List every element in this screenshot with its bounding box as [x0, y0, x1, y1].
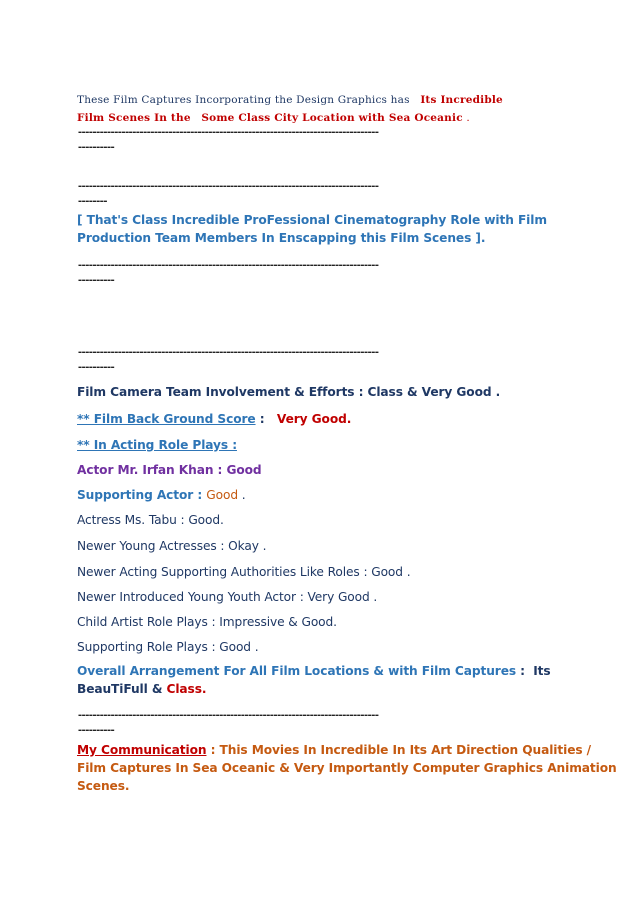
separator-tail: ---------- [77, 725, 114, 736]
overall-arrangement-label: Overall Arrangement For All Film Locations & with Film Captures [77, 664, 517, 678]
communication-text-1: : This Movies In Incredible In Its Art Direction Qualities / [206, 743, 592, 757]
newer-authorities-rating: Newer Acting Supporting Authorities Like Roles : Good . [77, 565, 411, 579]
communication-label: My Communication [77, 743, 207, 757]
intro-text-part-1: These Film Captures Incorporating the Design Graphics has [77, 94, 410, 106]
acting-section-heading: ** In Acting Role Plays : [77, 438, 237, 452]
overall-arrangement-colon: : [516, 664, 534, 678]
communication-line-3: Scenes. [77, 779, 130, 793]
intro-text-highlight-1: Its Incredible [420, 94, 503, 106]
supporting-actor-end: . [237, 488, 246, 502]
child-artist-rating: Child Artist Role Plays : Impressive & Good. [77, 615, 337, 629]
background-score-rating [77, 412, 351, 426]
intro-text-highlight-2: Some Class City Location with Sea Oceanic [201, 112, 463, 124]
camera-team-rating: Film Camera Team Involvement & Efforts : Class & Very Good . [77, 385, 501, 399]
intro-text-end: . [462, 112, 470, 124]
newer-actresses-rating: Newer Young Actresses : Okay . [77, 539, 267, 553]
separator-tail: -------- [77, 196, 106, 207]
background-score-colon: : [255, 412, 277, 426]
supporting-actor-label: Supporting Actor : [77, 488, 207, 502]
separator-line: ----------------------------------------------------------------------------------- [77, 710, 378, 721]
separator-tail: ---------- [77, 362, 114, 373]
communication-line-1 [77, 743, 591, 757]
separator-line: ----------------------------------------------------------------------------------- [77, 260, 378, 271]
intro-line-1 [77, 94, 503, 106]
intro-line-2 [77, 112, 470, 124]
actor-rating: Actor Mr. Irfan Khan : Good [77, 463, 262, 477]
supporting-roles-rating: Supporting Role Plays : Good . [77, 640, 259, 654]
overall-arrangement-line-2 [77, 682, 206, 696]
supporting-actor-rating [77, 488, 246, 502]
role-statement-line-1: [ That's Class Incredible ProFessional Cinematography Role with Film [77, 213, 547, 227]
overall-arrangement-its: Its [533, 664, 551, 678]
role-statement-line-2: Production Team Members In Enscapping this Film Scenes ]. [77, 231, 486, 245]
separator-tail: ---------- [77, 275, 114, 286]
separator-line: ----------------------------------------------------------------------------------- [77, 181, 378, 192]
intro-text-part-3: Film Scenes In the [77, 112, 191, 124]
overall-arrangement-beautiful: BeauTiFull & [77, 682, 167, 696]
background-score-label: ** Film Back Ground Score [77, 412, 256, 426]
overall-arrangement-line-1 [77, 664, 551, 678]
separator-line: ----------------------------------------------------------------------------------- [77, 127, 378, 138]
supporting-actor-value: Good [206, 488, 238, 502]
overall-arrangement-class: Class. [166, 682, 207, 696]
background-score-value: Very Good. [276, 412, 352, 426]
actress-rating: Actress Ms. Tabu : Good. [77, 513, 224, 527]
communication-line-2: Film Captures In Sea Oceanic & Very Importantly Computer Graphics Animation [77, 761, 617, 775]
newer-actor-rating: Newer Introduced Young Youth Actor : Very Good . [77, 590, 378, 604]
separator-tail: ---------- [77, 142, 114, 153]
separator-line: ----------------------------------------------------------------------------------- [77, 347, 378, 358]
